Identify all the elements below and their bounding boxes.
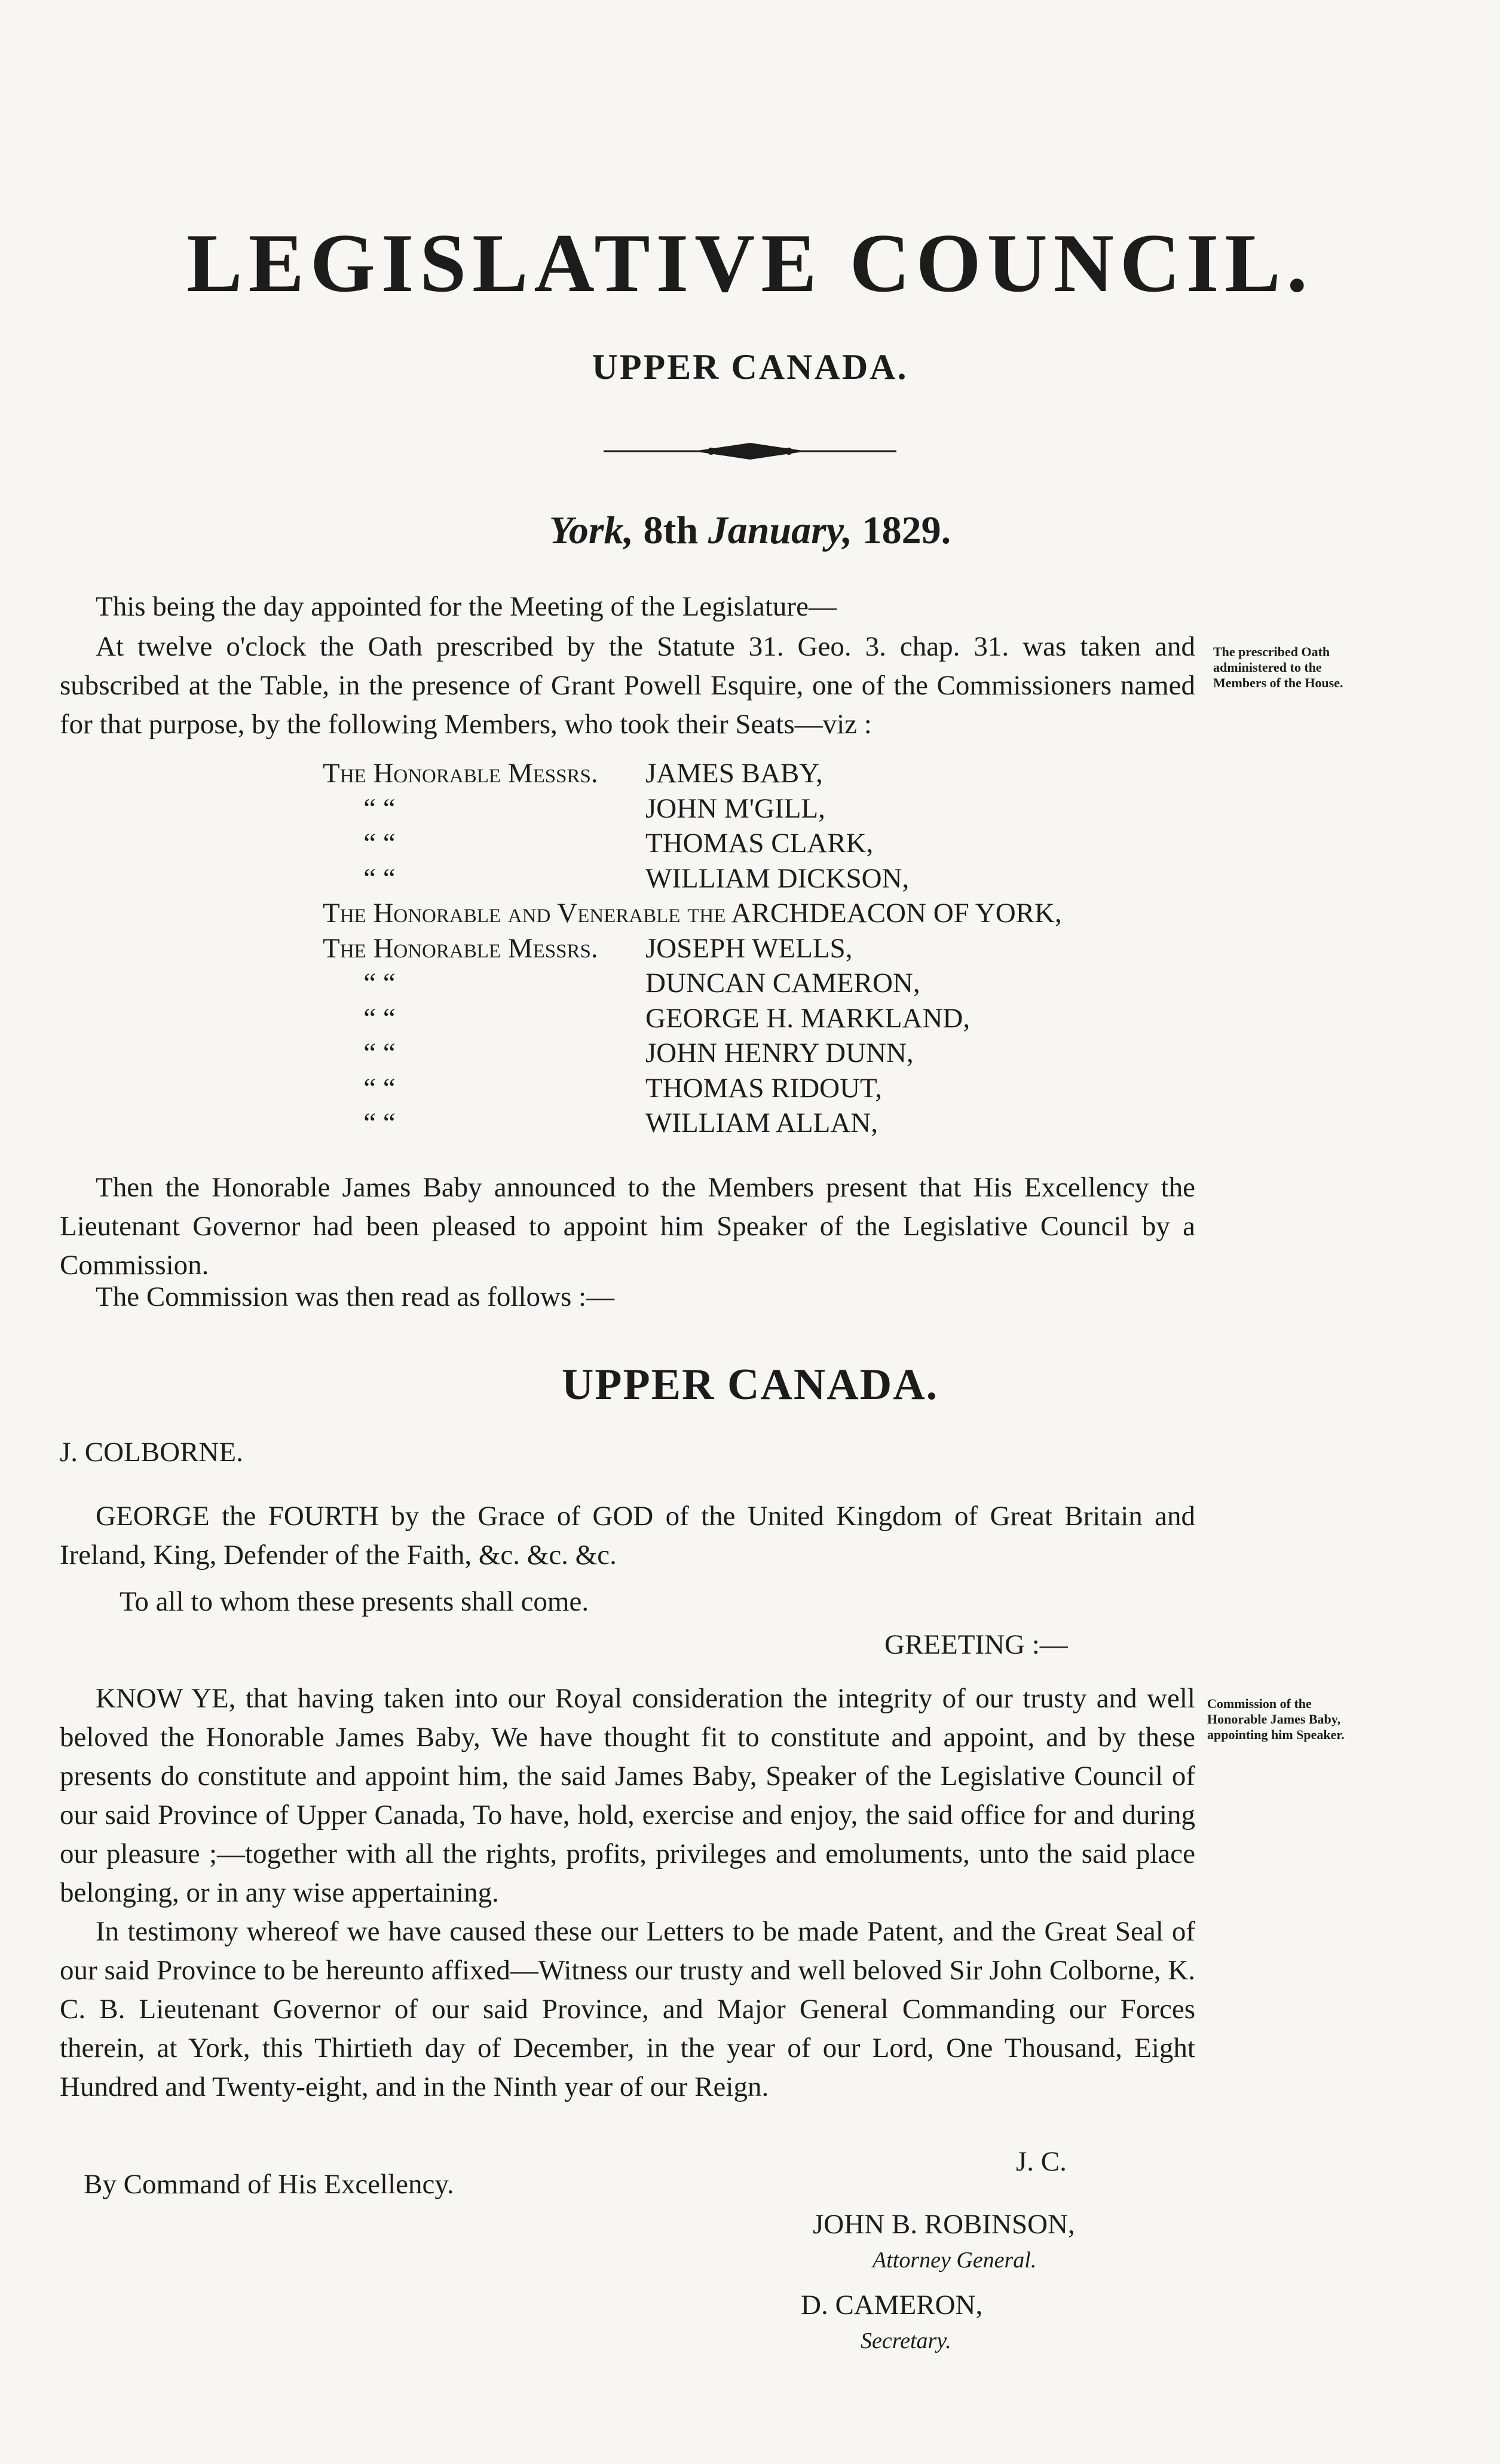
list-item	[323, 896, 1062, 931]
member-prefix: “ “	[363, 792, 396, 824]
member-name: THOMAS RIDOUT,	[645, 1072, 883, 1104]
member-prefix: “ “	[363, 1002, 396, 1034]
list-item	[323, 1036, 1062, 1071]
member-name: ARCHDEACON OF YORK,	[731, 898, 1062, 929]
member-prefix: “ “	[363, 828, 396, 859]
initials: J. C.	[1016, 2146, 1067, 2177]
date-year: 1829.	[862, 509, 951, 552]
member-prefix: “ “	[363, 862, 396, 894]
list-item	[323, 966, 1062, 1001]
intro-line: This being the day appointed for the Meeting of the Legislature—	[96, 591, 837, 622]
member-name: JOHN M'GILL,	[645, 792, 825, 824]
member-prefix: The Honorable and Venerable the	[323, 898, 726, 929]
list-item	[323, 931, 1062, 966]
by-command-line: By Command of His Excellency.	[84, 2169, 454, 2200]
commission-heading: UPPER CANADA.	[561, 1360, 939, 1409]
signer-name-robinson: JOHN B. ROBINSON,	[813, 2209, 1075, 2240]
member-name: WILLIAM DICKSON,	[645, 862, 910, 894]
testimony-paragraph: In testimony whereof we have caused these our Letters to be made Patent, and the Great Seal of our said Province to be hereunto affixed—Witness our trusty and well beloved Sir John Colborne, K. C. B. Lieutenant Governor of our said Province, and Major General Commanding our Forces therein, at York, this Thirtieth day of December, in the year of our Lord, One Thousand, Eight Hundred and Twenty-eight, and in the Ninth year of our Reign.	[60, 1916, 1195, 2102]
member-prefix: “ “	[363, 1107, 396, 1138]
list-item	[323, 1071, 1062, 1106]
list-item	[323, 791, 1062, 827]
member-prefix: “ “	[363, 968, 396, 999]
announcement-paragraph: Then the Honorable James Baby announced to the Members present that His Excellency the Lieutenant Governor had been pleased to appoint him Speaker of the Legislative Council by a Commission.	[60, 1172, 1195, 1281]
to-all-line: To all to whom these presents shall come.	[120, 1586, 589, 1617]
ornament-divider-icon	[604, 439, 896, 463]
date-day: 8th	[643, 509, 699, 552]
member-name: THOMAS CLARK,	[645, 828, 874, 859]
commission-read-line: The Commission was then read as follows :—	[96, 1281, 615, 1312]
member-prefix: The Honorable Messrs.	[323, 932, 598, 964]
date-month: January,	[708, 509, 853, 552]
member-prefix: “ “	[363, 1037, 396, 1069]
member-name: GEORGE H. MARKLAND,	[645, 1002, 971, 1034]
list-item	[323, 861, 1062, 896]
list-item	[323, 826, 1062, 861]
list-item	[323, 1106, 1062, 1141]
page-subtitle: UPPER CANADA.	[592, 347, 908, 387]
member-prefix: “ “	[363, 1072, 396, 1104]
signer-title-cameron: Secretary.	[861, 2328, 951, 2353]
margin-note-commission: Commission of the Honorable James Baby, appointing him Speaker.	[1207, 1696, 1345, 1742]
members-list	[323, 756, 1062, 1141]
member-name: JOHN HENRY DUNN,	[645, 1037, 914, 1069]
signer-name-cameron: D. CAMERON,	[801, 2289, 983, 2321]
member-name: JAMES BABY,	[645, 758, 823, 789]
page-title: LEGISLATIVE COUNCIL.	[186, 217, 1314, 310]
oath-paragraph: At twelve o'clock the Oath prescribed by the Statute 31. Geo. 3. chap. 31. was taken and subscribed at the Table, in the presence of Grant Powell Esquire, one of the Commissioners named for that purpose, by the following Members, who took their Seats—viz :	[60, 631, 1195, 740]
dateline	[0, 508, 1500, 553]
list-item	[323, 756, 1062, 791]
greeting-line: GREETING :—	[884, 1629, 1068, 1660]
date-place: York,	[549, 509, 634, 552]
member-prefix: The Honorable Messrs.	[323, 758, 598, 789]
governor-name: J. COLBORNE.	[60, 1437, 243, 1468]
member-name: JOSEPH WELLS,	[645, 932, 853, 964]
signer-title-robinson: Attorney General.	[873, 2248, 1037, 2273]
list-item	[323, 1001, 1062, 1036]
know-ye-paragraph: KNOW YE, that having taken into our Royal consideration the integrity of our trusty and well beloved the Honorable James Baby, We have thought fit to constitute and appoint, and by these presents do constitute and appoint him, the said James Baby, Speaker of the Legislative Council of our said Province of Upper Canada, To have, hold, exercise and enjoy, the said office for and during our pleasure ;—together with all the rights, profits, privileges and emoluments, unto the said place belonging, or in any wise appertaining.	[60, 1683, 1195, 1908]
member-name: DUNCAN CAMERON,	[645, 968, 920, 999]
king-paragraph: GEORGE the FOURTH by the Grace of GOD of the United Kingdom of Great Britain and Ireland, King, Defender of the Faith, &c. &c. &c.	[60, 1501, 1195, 1571]
margin-note-oath: The prescribed Oath administered to the Members of the House.	[1213, 644, 1343, 690]
member-name: WILLIAM ALLAN,	[645, 1107, 878, 1138]
